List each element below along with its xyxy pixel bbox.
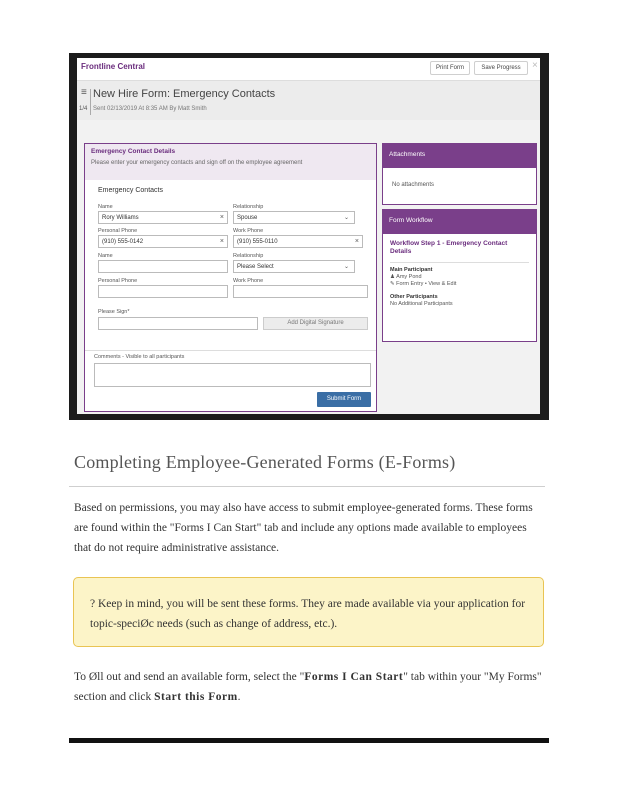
contact2-relationship-value: Please Select [237, 264, 274, 270]
main-participant-name [390, 274, 529, 280]
attachments-panel [382, 143, 537, 205]
brand-logo: Frontline Central [81, 62, 146, 71]
contact1-name-input[interactable] [98, 211, 228, 224]
please-sign-label: Please Sign* [98, 309, 130, 315]
comments-textarea[interactable] [94, 363, 371, 387]
contact2-name-input[interactable] [98, 260, 228, 273]
title-divider [90, 89, 91, 115]
section-title: Emergency Contacts [98, 187, 163, 194]
work-phone-label: Work Phone [233, 228, 264, 234]
attachments-title: Attachments [383, 144, 536, 168]
participant-actions-text: Form Entry • View & Edit [396, 281, 457, 287]
document-icon: ≡ [81, 87, 87, 98]
relationship-label: Relationship [233, 253, 264, 259]
other-participants-value: No Additional Participants [390, 301, 453, 307]
wrench-icon: ✎ [390, 281, 397, 287]
instruction-text: . [237, 691, 241, 703]
name-label: Name [98, 253, 113, 259]
signature-input[interactable] [98, 317, 258, 330]
page-footer-bar [69, 738, 549, 743]
contact1-personal-phone-input[interactable] [98, 235, 228, 248]
app-window [77, 58, 540, 414]
participant-name-text: Amy Pond [396, 274, 422, 280]
section-heading: Completing Employee-Generated Forms (E-Forms) [74, 452, 456, 472]
form-title-bar [77, 80, 540, 120]
start-this-form-reference: Start this Form [154, 691, 238, 703]
contact1-work-phone-input[interactable] [233, 235, 363, 248]
work-phone-label: Work Phone [233, 278, 264, 284]
contact1-relationship-select[interactable] [233, 211, 355, 224]
workflow-step[interactable]: Workflow Step 1 - Emergency Contact Details [390, 240, 508, 255]
contact2-work-phone-input[interactable] [233, 285, 368, 298]
forms-i-can-start-tab-reference: Forms I Can Start [304, 671, 404, 683]
instruction-text: To Øll out and send an available form, select the " [74, 671, 305, 683]
participant-actions [390, 281, 529, 287]
workflow-body [383, 234, 536, 313]
divider [85, 350, 376, 351]
other-participants-label: Other Participants [390, 294, 438, 300]
contact1-relationship-value: Spouse [237, 215, 258, 221]
user-icon: ♟ [390, 274, 397, 280]
form-sent-info: Sent 02/13/2019 At 8:35 AM By Matt Smith [93, 106, 207, 112]
add-digital-signature-button[interactable]: Add Digital Signature [263, 317, 368, 330]
heading-rule [69, 486, 545, 487]
divider [390, 262, 529, 263]
page-title: New Hire Form: Emergency Contacts [93, 88, 276, 100]
emergency-contact-panel [84, 143, 377, 412]
chevron-down-icon: ⌄ [343, 215, 349, 221]
panel-header [85, 144, 376, 180]
relationship-label: Relationship [233, 204, 264, 210]
contact1-name-value: Rory Williams [102, 215, 139, 221]
close-icon[interactable]: × [532, 60, 538, 71]
panel-title: Emergency Contact Details [91, 148, 176, 155]
instruction-text: " tab within your "My Forms" section and click [74, 671, 542, 703]
intro-paragraph: Based on permissions, you may also have access to submit employee-generated forms. These forms are found within the "Forms I Can Start" tab and include any options made available to employees that do not require administrative assistance. [74, 502, 533, 554]
contact2-relationship-select[interactable] [233, 260, 355, 273]
name-label: Name [98, 204, 113, 210]
print-form-button[interactable]: Print Form [430, 61, 470, 75]
contact2-personal-phone-input[interactable] [98, 285, 228, 298]
comments-label: Comments - Visible to all participants [94, 354, 185, 360]
main-participant-label: Main Participant [390, 267, 433, 273]
form-workflow-panel [382, 209, 537, 342]
app-screenshot [69, 53, 549, 420]
workflow-title: Form Workflow [383, 210, 536, 234]
submit-form-button[interactable]: Submit Form [317, 392, 371, 407]
personal-phone-label: Personal Phone [98, 278, 138, 284]
clear-icon[interactable]: × [219, 214, 224, 221]
app-header [77, 58, 540, 80]
instruction-paragraph [74, 667, 544, 707]
contact1-work-phone-value: (910) 555-0110 [237, 239, 278, 245]
clear-icon[interactable]: × [219, 238, 224, 245]
personal-phone-label: Personal Phone [98, 228, 138, 234]
clear-icon[interactable]: × [354, 238, 359, 245]
contact1-personal-phone-value: (910) 555-0142 [102, 239, 144, 245]
page-count: 1/4 [79, 106, 88, 112]
save-progress-button[interactable]: Save Progress [474, 61, 528, 75]
attachments-empty-text: No attachments [392, 182, 435, 188]
panel-description: Please enter your emergency contacts and sign off on the employee agreement [91, 160, 303, 166]
note-callout [73, 577, 544, 647]
chevron-down-icon: ⌄ [343, 264, 349, 270]
callout-text: ? Keep in mind, you will be sent these forms. They are made available via your application for topic-speciØc needs (such as change of address, etc.). [90, 598, 526, 630]
